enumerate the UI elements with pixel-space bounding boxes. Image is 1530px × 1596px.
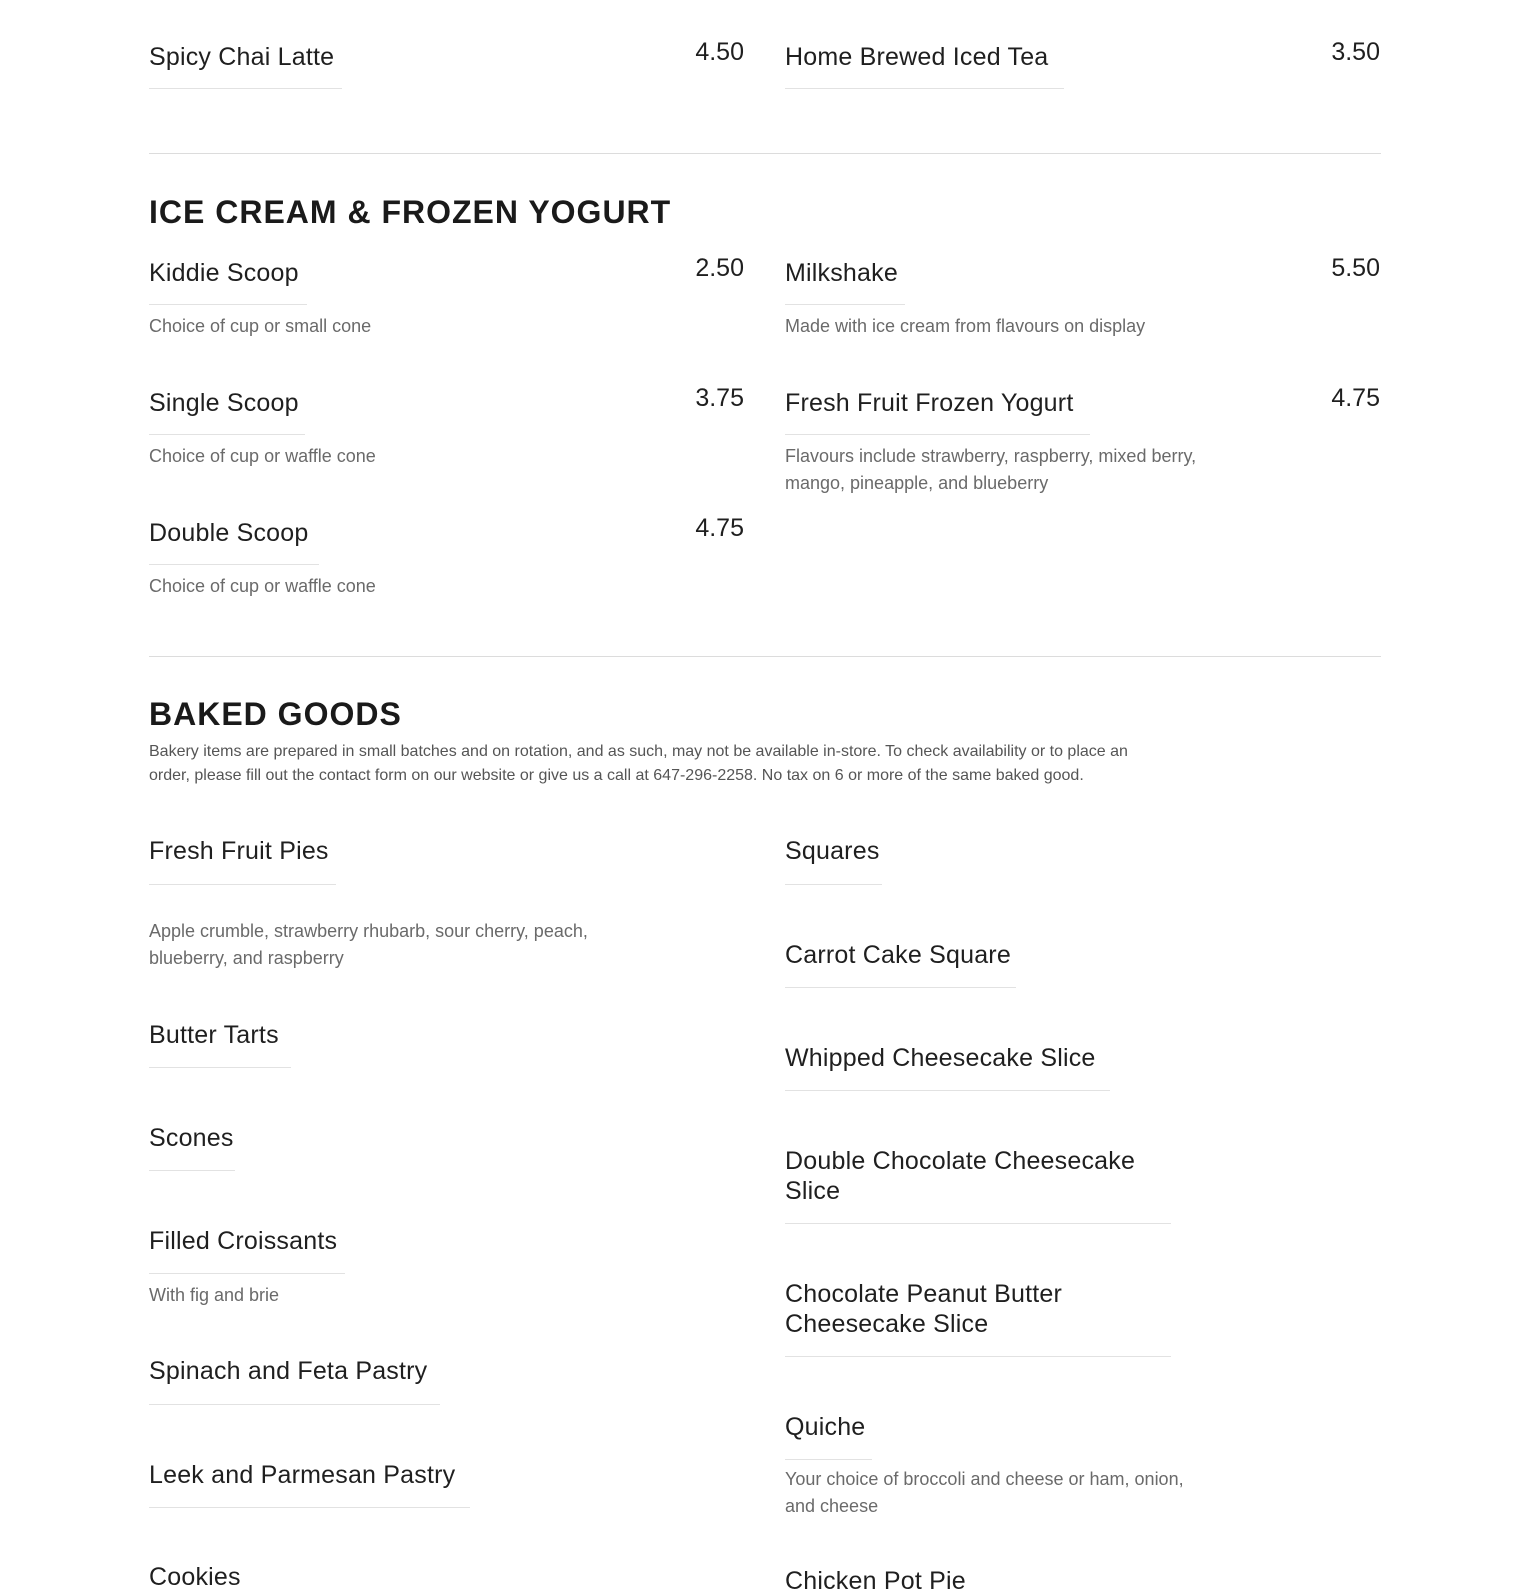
section-divider [149, 656, 1381, 657]
item-name: Chocolate Peanut Butter Cheesecake Slice [785, 1280, 1062, 1338]
item-description: Your choice of broccoli and cheese or ham, onion, and cheese [785, 1469, 1184, 1516]
item-name: Carrot Cake Square [785, 941, 1011, 969]
item-name: Butter Tarts [149, 1021, 279, 1049]
item-underline [149, 1170, 235, 1171]
section-title: ICE CREAM & FROZEN YOGURT [149, 194, 672, 230]
item-price: 4.75 [1331, 384, 1380, 412]
section-title: BAKED GOODS [149, 696, 402, 732]
item-name: Double Scoop [149, 519, 309, 547]
item-underline [785, 304, 905, 305]
item-underline [149, 88, 342, 89]
item-underline [785, 88, 1064, 89]
item-name: Quiche [785, 1413, 866, 1441]
item-name: Milkshake [785, 259, 898, 287]
item-description: Choice of cup or waffle cone [149, 576, 376, 596]
item-description: Choice of cup or waffle cone [149, 446, 376, 466]
item-description: Flavours include strawberry, raspberry, mixed berry, mango, pineapple, and blueberry [785, 446, 1197, 493]
item-underline [785, 1459, 872, 1460]
item-name: Home Brewed Iced Tea [785, 43, 1049, 71]
item-name: Squares [785, 837, 880, 865]
item-underline [149, 564, 319, 565]
item-underline [785, 884, 882, 885]
item-name: Double Chocolate Cheesecake Slice [785, 1147, 1136, 1205]
item-description: Apple crumble, strawberry rhubarb, sour cherry, peach, blueberry, and raspberry [149, 921, 588, 968]
item-underline [149, 434, 305, 435]
item-underline [149, 1507, 470, 1508]
item-name: Fresh Fruit Frozen Yogurt [785, 389, 1074, 417]
item-price: 4.50 [695, 38, 744, 66]
item-name: Fresh Fruit Pies [149, 837, 329, 865]
item-price: 3.50 [1331, 38, 1380, 66]
item-name: Scones [149, 1124, 234, 1152]
item-underline [785, 1223, 1171, 1224]
item-underline [149, 884, 336, 885]
item-price: 3.75 [695, 384, 744, 412]
item-name: Single Scoop [149, 389, 299, 417]
item-description: Choice of cup or small cone [149, 316, 372, 336]
item-underline [149, 1067, 291, 1068]
item-price: 2.50 [695, 254, 744, 282]
item-underline [785, 987, 1016, 988]
item-underline [785, 434, 1090, 435]
item-name: Kiddie Scoop [149, 259, 299, 287]
item-underline [785, 1090, 1110, 1091]
item-underline [149, 1404, 440, 1405]
section-intro: Bakery items are prepared in small batches and on rotation, and as such, may not be available in-store. To check availability or to place an order, please fill out the contact form on our website or give us a call at 647-296-2258. No tax on 6 or more of the same baked good. [149, 743, 1128, 784]
item-price: 5.50 [1331, 254, 1380, 282]
item-name: Whipped Cheesecake Slice [785, 1044, 1096, 1072]
item-underline [149, 1273, 345, 1274]
item-description: Made with ice cream from flavours on display [785, 316, 1146, 336]
item-name: Leek and Parmesan Pastry [149, 1461, 456, 1489]
item-name: Filled Croissants [149, 1227, 338, 1255]
item-underline [785, 1356, 1171, 1357]
item-name: Spicy Chai Latte [149, 43, 335, 71]
item-price: 4.75 [695, 514, 744, 542]
item-name: Spinach and Feta Pastry [149, 1357, 428, 1385]
item-name: Cookies [149, 1563, 241, 1591]
item-description: With fig and brie [149, 1285, 280, 1305]
item-underline [149, 304, 307, 305]
section-divider [149, 153, 1381, 154]
item-name: Chicken Pot Pie [785, 1567, 966, 1595]
